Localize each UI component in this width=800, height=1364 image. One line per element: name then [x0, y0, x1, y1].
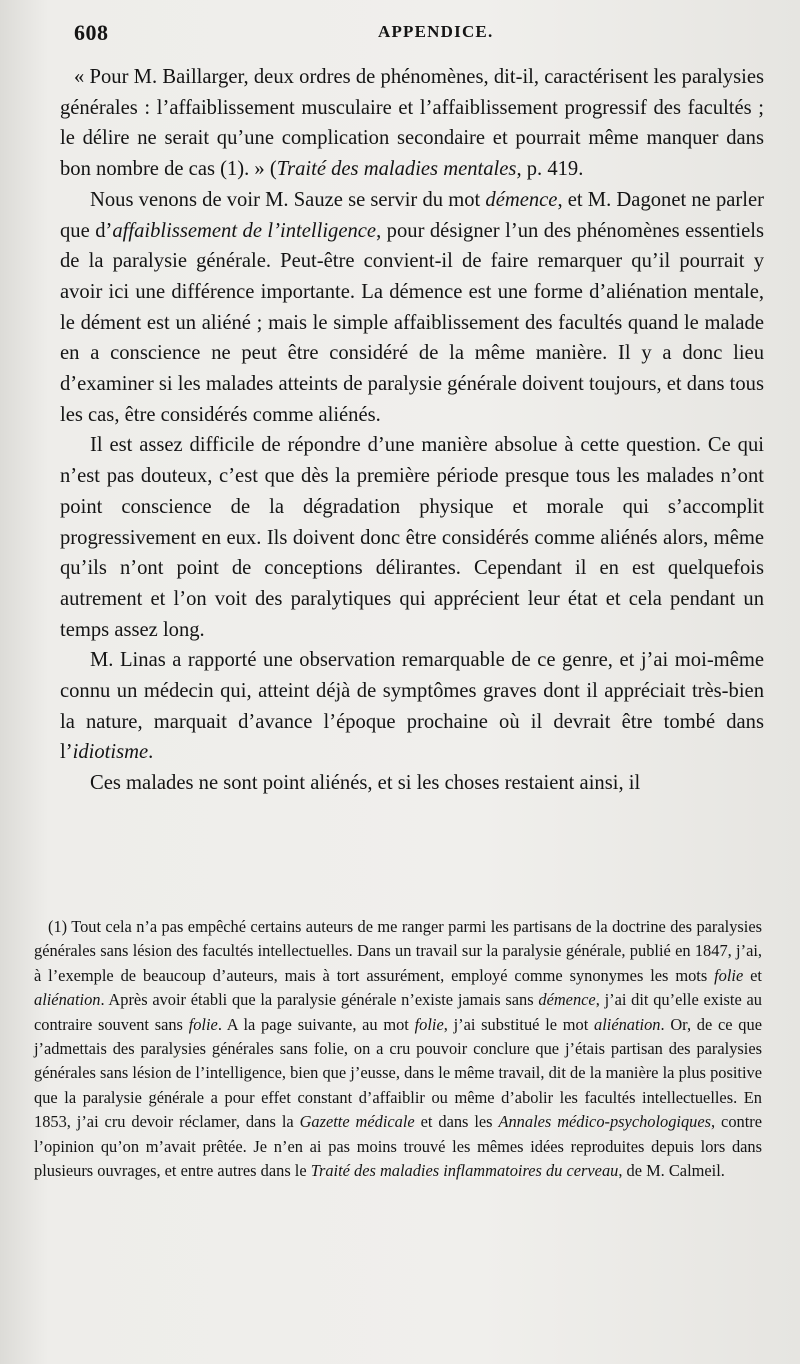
text-run: et dans les — [414, 1112, 499, 1132]
italic-term: aliénation — [34, 990, 101, 1010]
italic-term: idiotisme — [72, 741, 149, 764]
paragraph-continuation — [60, 768, 764, 799]
italic-term: affaiblissement de l’intelligence — [112, 219, 377, 242]
journal-title: Gazette médicale — [299, 1112, 415, 1132]
text-run: , j’ai substitué le mot — [443, 1014, 595, 1034]
footnote-1 — [34, 915, 762, 1183]
journal-title: Annales médico-psychologiques — [498, 1112, 712, 1132]
running-title: APPENDICE. — [378, 22, 494, 41]
paragraph-question — [60, 430, 764, 645]
running-head — [74, 20, 764, 50]
text-run: , et M. Dagonet ne parler que d’ — [60, 188, 764, 242]
italic-term: folie — [414, 1014, 444, 1034]
text-run: , p. 419. — [516, 158, 584, 181]
text-run: « Pour M. Baillarger, deux ordres de phénomènes, dit-il, caractérisent les paralysies générales : l’affaiblissement musculaire et l’affaiblissement progressif des facultés ; le délire ne serait qu’une complication secondaire et pourrait même manquer dans bon nombre de cas (1). » ( — [60, 66, 764, 181]
italic-term: démence — [538, 990, 596, 1010]
text-run: , de M. Calmeil. — [618, 1161, 725, 1181]
text-run: . — [148, 741, 154, 764]
italic-term: aliénation — [594, 1014, 661, 1034]
paragraph-sauze-dagonet — [60, 185, 764, 431]
text-run: et — [743, 965, 762, 985]
text-run: Ces malades ne sont point aliénés, et si les choses restaient ainsi, il — [90, 772, 641, 795]
text-run: , contre l’opinion qu’on m’avait prêtée. Je n’en ai pas moins trouvé les mêmes idées reproduites depuis lors dans plusieurs ouvrages, et entre autres dans le — [34, 1112, 763, 1181]
text-run: . A la page suivante, au mot — [217, 1014, 415, 1034]
italic-term: folie — [714, 965, 744, 985]
text-run: . Après avoir établi que la paralysie générale n’existe jamais sans — [100, 990, 539, 1010]
footnote — [34, 915, 762, 1183]
text-run: , pour désigner l’un des phénomènes essentiels de la paralysie générale. Peut-être convient-il de faire remarquer qu’il pourrait y avoir ici une différence importante. La démence est une forme d’aliénation mentale, le dément est un aliéné ; mais le simple affaiblissement des facultés quand le malade en a conscience ne peut être considéré de la même manière. Il y a donc lieu d’examiner si les malades atteints de paralysie générale doivent toujours, et dans tous les cas, être considérés comme aliénés. — [60, 219, 764, 426]
body-text — [60, 62, 764, 799]
citation-title: Traité des maladies inflammatoires du cerveau — [310, 1161, 619, 1181]
italic-term: démence — [485, 188, 558, 211]
text-run: . Or, de ce que j’admettais des paralysies générales sans folie, on a cru pouvoir conclure que j’étais partisan des paralysies générales sans lésion de l’intelligence, bien que j’eusse, dans le même travail, dit de la manière la plus positive que la paralysie générale a pour effet constant d’affaiblir ou même d’abolir les facultés intellectuelles. En 1853, j’ai cru devoir réclamer, dans la — [34, 1014, 762, 1132]
paragraph-linas — [60, 645, 764, 768]
paragraph-baillarger-quote — [60, 62, 764, 185]
italic-term: folie — [188, 1014, 218, 1034]
citation-title: Traité des maladies mentales — [276, 158, 517, 181]
text-run: Nous venons de voir M. Sauze se servir du mot — [90, 188, 486, 211]
page-number: 608 — [74, 20, 109, 45]
text-run: M. Linas a rapporté une observation remarquable de ce genre, et j’ai moi-même connu un médecin qui, atteint déjà de symptômes graves dont il appréciait très-bien la nature, marquait d’avance l’époque prochaine où il devrait être tombé dans l’ — [60, 649, 764, 764]
text-run: , j’ai dit qu’elle existe au contraire souvent sans — [34, 990, 762, 1034]
text-run: (1) Tout cela n’a pas empêché certains auteurs de me ranger parmi les partisans de la doctrine des paralysies générales sans lésion des facultés intellectuelles. Dans un travail sur la paralysie générale, publié en 1847, j’ai, à l’exemple de beaucoup d’auteurs, mais à tort assurément, employé comme synonymes les mots — [34, 917, 762, 985]
text-run: Il est assez difficile de répondre d’une manière absolue à cette question. Ce qui n’est pas douteux, c’est que dès la première période presque tous les malades n’ont point conscience de la dégradation physique et morale qui s’accomplit progressivement en eux. Ils doivent donc être considérés comme aliénés alors, même qu’ils n’ont point de conceptions délirantes. Cependant il en est quelquefois autrement et l’on voit des paralytiques qui apprécient leur état et cela pendant un temps assez long. — [60, 434, 764, 641]
